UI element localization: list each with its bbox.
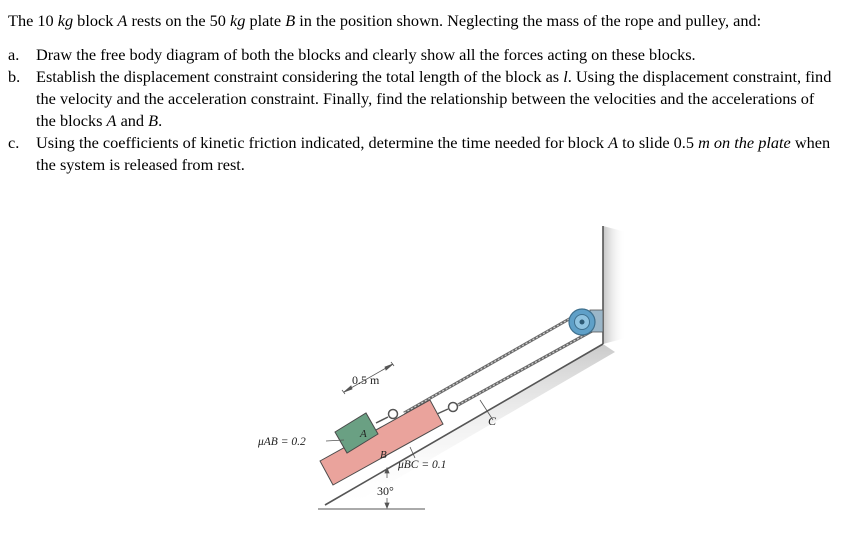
part-b-text: Establish the displacement constraint considering the total length of the block as bbox=[36, 67, 564, 86]
var-b: B bbox=[285, 11, 296, 30]
wall-shading bbox=[603, 226, 626, 344]
part-c-text: Using the coefficients of kinetic friction indicated, determine the time needed for block bbox=[36, 133, 609, 152]
dimension-label: 0.5 m bbox=[352, 373, 380, 387]
pulley-icon bbox=[569, 309, 595, 335]
unit-m: m bbox=[698, 133, 710, 152]
label-b: B bbox=[380, 449, 387, 461]
shackle-b-icon bbox=[437, 403, 458, 415]
part-c-marker: c. bbox=[8, 133, 20, 152]
mu-ab-label: μAB = 0.2 bbox=[258, 436, 306, 448]
part-c-text: to slide 0.5 bbox=[618, 133, 699, 152]
part-c-text: when the system is released from rest. bbox=[36, 133, 831, 174]
intro-text: in the position shown. Neglecting the mass of the rope and pulley, and: bbox=[295, 11, 762, 30]
mu-bc-label: μBC = 0.1 bbox=[398, 459, 447, 471]
intro-text: block bbox=[73, 11, 118, 30]
var-b: B bbox=[148, 111, 159, 130]
intro-text: The 10 bbox=[8, 11, 58, 30]
var-a: A bbox=[608, 133, 619, 152]
label-c: C bbox=[488, 414, 497, 428]
unit-kg: kg bbox=[230, 11, 246, 30]
angle-label: 30° bbox=[377, 484, 394, 498]
part-c-emphasis: on the plate bbox=[713, 133, 791, 152]
part-b-text: and bbox=[116, 111, 149, 130]
part-b-text: . bbox=[158, 111, 163, 130]
var-l: l bbox=[563, 67, 568, 86]
label-a: A bbox=[360, 428, 367, 440]
rope-upper bbox=[404, 310, 585, 413]
intro-text: rests on the 50 bbox=[127, 11, 231, 30]
part-b-text: . Using the displacement constraint, find the velocity and the acceleration constraint. Finally, find the relationship between the velocities and the accelerations of the blocks bbox=[36, 67, 832, 130]
var-a: A bbox=[106, 111, 117, 130]
part-a-marker: a. bbox=[8, 45, 20, 64]
unit-kg: kg bbox=[57, 11, 74, 30]
part-b-marker: b. bbox=[8, 67, 21, 86]
part-a-text: Draw the free body diagram of both the blocks and clearly show all the forces acting on these blocks. bbox=[36, 45, 696, 64]
intro-text: plate bbox=[245, 11, 286, 30]
var-a: A bbox=[117, 11, 128, 30]
